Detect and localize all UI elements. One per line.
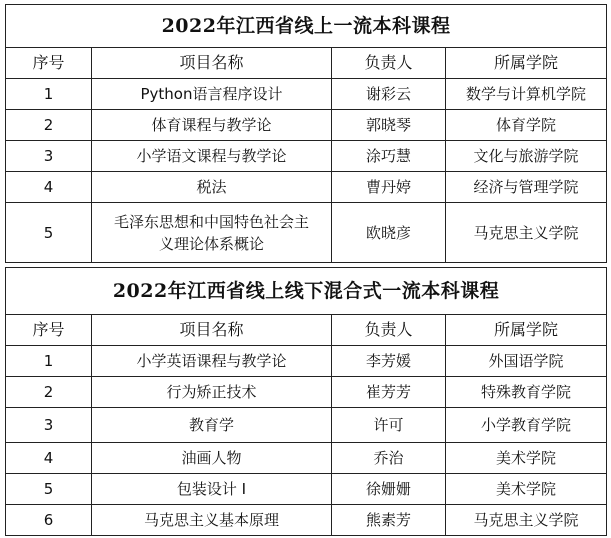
cell-leader: 乔治	[332, 443, 446, 474]
cell-index: 1	[6, 79, 92, 110]
cell-college: 数学与计算机学院	[446, 79, 607, 110]
cell-project-name: 油画人物	[92, 443, 332, 474]
header-index: 序号	[6, 48, 92, 79]
cell-leader: 许可	[332, 408, 446, 443]
cell-project-name: 小学语文课程与教学论	[92, 141, 332, 172]
table-title-row	[6, 268, 607, 315]
blended-course-table	[5, 267, 607, 536]
cell-college: 小学教育学院	[446, 408, 607, 443]
header-leader: 负责人	[332, 48, 446, 79]
cell-college: 美术学院	[446, 443, 607, 474]
cell-index: 3	[6, 141, 92, 172]
cell-leader: 欧晓彦	[332, 203, 446, 263]
table-row	[6, 505, 607, 536]
table-header-row	[6, 48, 607, 79]
header-college: 所属学院	[446, 48, 607, 79]
cell-index: 1	[6, 346, 92, 377]
cell-project-name: 体育课程与教学论	[92, 110, 332, 141]
cell-college: 外国语学院	[446, 346, 607, 377]
cell-leader: 谢彩云	[332, 79, 446, 110]
cell-leader: 涂巧慧	[332, 141, 446, 172]
header-college: 所属学院	[446, 315, 607, 346]
table-row	[6, 141, 607, 172]
cell-leader: 崔芳芳	[332, 377, 446, 408]
cell-college: 体育学院	[446, 110, 607, 141]
header-leader: 负责人	[332, 315, 446, 346]
cell-project-name: 毛泽东思想和中国特色社会主义理论体系概论	[92, 203, 332, 263]
cell-project-name: Python语言程序设计	[92, 79, 332, 110]
header-project-name: 项目名称	[92, 48, 332, 79]
table-row	[6, 408, 607, 443]
cell-project-name: 教育学	[92, 408, 332, 443]
cell-index: 3	[6, 408, 92, 443]
table-row	[6, 79, 607, 110]
cell-project-name: 税法	[92, 172, 332, 203]
cell-project-name: 包装设计 I	[92, 474, 332, 505]
cell-college: 特殊教育学院	[446, 377, 607, 408]
cell-leader: 熊素芳	[332, 505, 446, 536]
cell-index: 2	[6, 110, 92, 141]
header-index: 序号	[6, 315, 92, 346]
cell-college: 文化与旅游学院	[446, 141, 607, 172]
cell-index: 4	[6, 443, 92, 474]
table-title: 2022年江西省线上线下混合式一流本科课程	[6, 268, 607, 315]
cell-college: 马克思主义学院	[446, 505, 607, 536]
table-row	[6, 110, 607, 141]
cell-leader: 郭晓琴	[332, 110, 446, 141]
table-row	[6, 172, 607, 203]
online-course-table	[5, 4, 607, 263]
cell-college: 马克思主义学院	[446, 203, 607, 263]
cell-index: 2	[6, 377, 92, 408]
cell-leader: 徐姗姗	[332, 474, 446, 505]
cell-college: 经济与管理学院	[446, 172, 607, 203]
table-row	[6, 443, 607, 474]
table-header-row	[6, 315, 607, 346]
cell-index: 5	[6, 203, 92, 263]
table-row	[6, 377, 607, 408]
cell-project-name: 行为矫正技术	[92, 377, 332, 408]
table-row	[6, 203, 607, 263]
header-project-name: 项目名称	[92, 315, 332, 346]
table-title: 2022年江西省线上一流本科课程	[6, 5, 607, 48]
table-title-row	[6, 5, 607, 48]
cell-leader: 曹丹婷	[332, 172, 446, 203]
cell-project-name: 小学英语课程与教学论	[92, 346, 332, 377]
cell-index: 6	[6, 505, 92, 536]
cell-college: 美术学院	[446, 474, 607, 505]
cell-index: 4	[6, 172, 92, 203]
cell-leader: 李芳媛	[332, 346, 446, 377]
table-row	[6, 346, 607, 377]
table-row	[6, 474, 607, 505]
cell-index: 5	[6, 474, 92, 505]
cell-project-name: 马克思主义基本原理	[92, 505, 332, 536]
